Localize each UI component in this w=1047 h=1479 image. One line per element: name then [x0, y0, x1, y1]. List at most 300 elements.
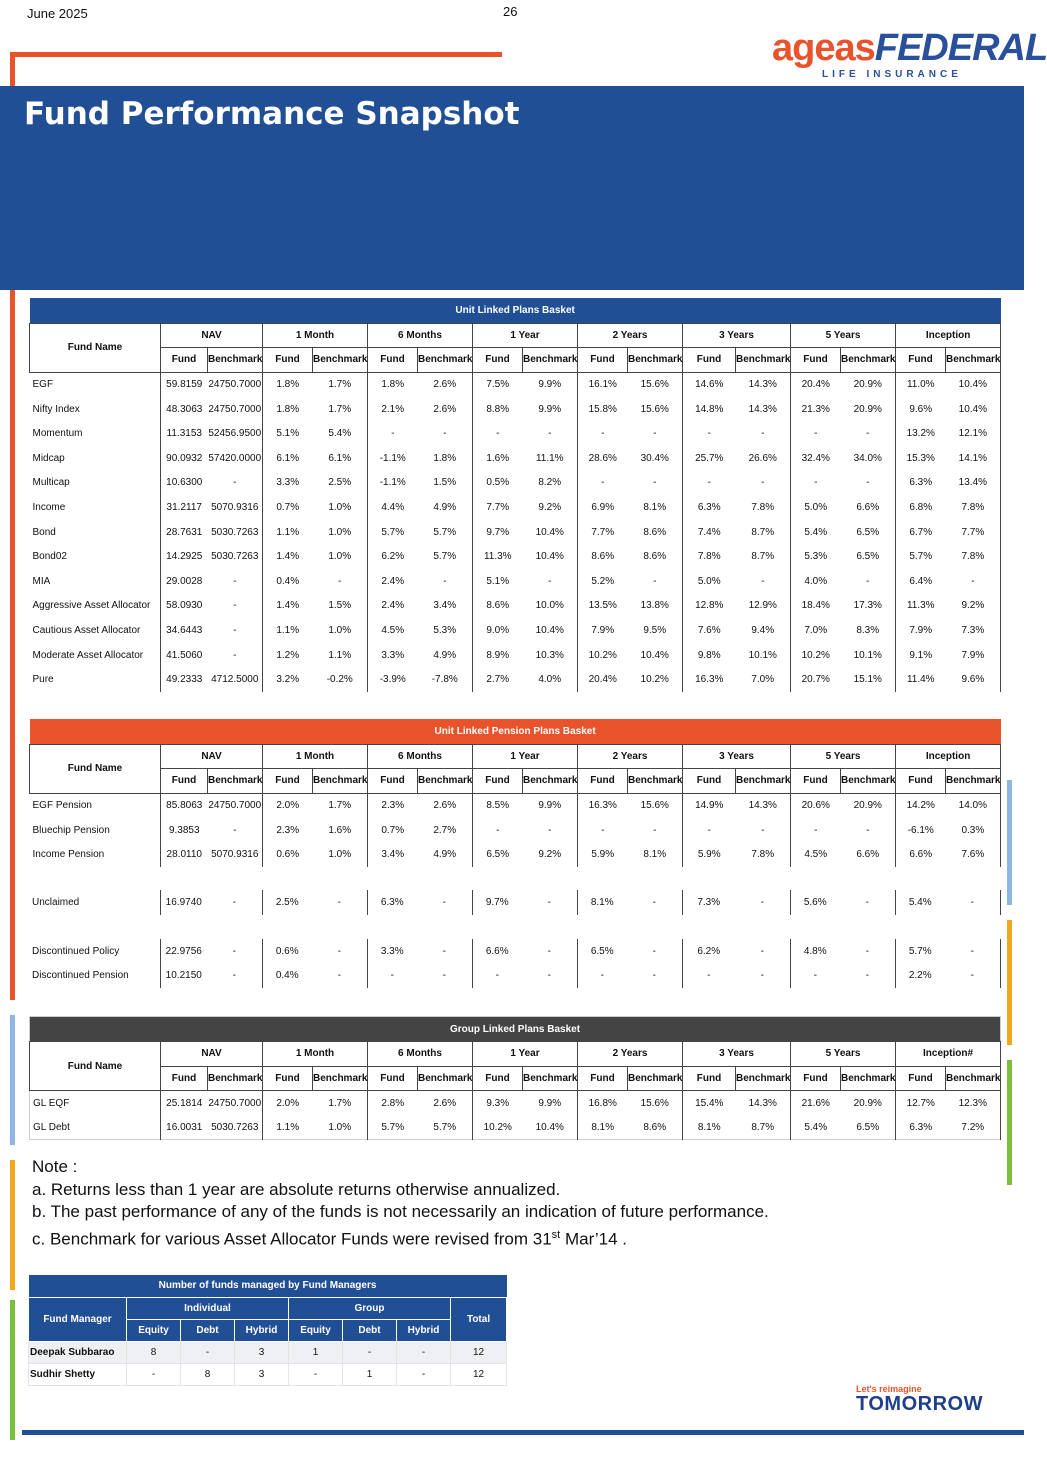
fm-subheader: Debt — [181, 1319, 235, 1341]
fund-name-cell: Momentum — [30, 421, 161, 446]
value-cell: 14.3% — [736, 397, 791, 422]
value-cell: - — [522, 890, 577, 915]
value-cell: 1.8% — [276, 403, 300, 415]
value-cell: - — [736, 569, 791, 594]
value-cell: 58.0930 — [166, 600, 203, 612]
table-row — [29, 1341, 507, 1363]
manager-name-cell: Deepak Subbarao — [29, 1341, 127, 1363]
value-cell: 6.3% — [909, 1121, 933, 1133]
value-cell: 0.4% — [276, 575, 300, 587]
value-cell: 28.0110 — [166, 849, 202, 861]
value-cell: 5.0% — [697, 575, 721, 587]
value-cell: 11.0% — [906, 379, 935, 391]
table-row — [30, 618, 1001, 643]
value-cell: 10.4% — [523, 1115, 578, 1140]
count-cell: 12 — [451, 1341, 507, 1363]
value-cell: 24750.7000 — [208, 397, 263, 422]
fund-name-cell: Income Pension — [30, 842, 161, 867]
value-cell: 5.9% — [591, 849, 615, 861]
side-accent-bar — [1007, 1060, 1012, 1185]
logo-word-ageas: ageas — [772, 27, 875, 69]
fm-subheader: Equity — [289, 1319, 343, 1341]
value-cell: -0.2% — [313, 667, 368, 692]
value-cell: 12.9% — [736, 594, 791, 619]
value-cell: 20.4% — [588, 674, 617, 686]
table-row — [30, 818, 1001, 843]
value-cell: - — [627, 964, 682, 989]
value-cell: 41.5060 — [166, 649, 203, 661]
value-cell: - — [207, 964, 262, 989]
value-cell: 7.8% — [946, 544, 1001, 569]
value-cell: 7.8% — [736, 842, 791, 867]
report-date: June 2025 — [27, 6, 88, 21]
value-cell: 6.8% — [909, 501, 933, 513]
benchmark-subheader: Benchmark — [523, 348, 578, 373]
value-cell: 6.1% — [276, 452, 300, 464]
fund-name-cell: Midcap — [30, 446, 161, 471]
value-cell: 7.8% — [736, 495, 791, 520]
value-cell: 7.4% — [697, 526, 721, 538]
value-cell: 14.2925 — [166, 551, 203, 563]
value-cell: 2.6% — [418, 1091, 473, 1116]
period-header: 5 Years — [791, 744, 896, 769]
value-cell: 1.7% — [313, 793, 368, 818]
value-cell: 5030.7263 — [208, 1115, 263, 1140]
tagline-line2: TOMORROW — [856, 1393, 983, 1415]
fund-name-cell: Income — [30, 495, 161, 520]
value-cell: 5.1% — [276, 428, 300, 440]
value-cell: - — [814, 824, 818, 836]
value-cell: - — [814, 477, 818, 489]
value-cell: 7.6% — [697, 624, 721, 636]
value-cell: 34.6443 — [166, 624, 203, 636]
count-cell: 8 — [181, 1363, 235, 1385]
count-cell: - — [127, 1363, 181, 1385]
value-cell: - — [736, 471, 791, 496]
value-cell: - — [522, 939, 577, 964]
benchmark-subheader: Benchmark — [736, 348, 791, 373]
table-row — [30, 594, 1001, 619]
value-cell: 2.4% — [381, 575, 405, 587]
value-cell: 7.7% — [486, 501, 510, 513]
period-header: 1 Year — [473, 744, 578, 769]
benchmark-subheader: Benchmark — [418, 348, 473, 373]
fm-subheader: Hybrid — [235, 1319, 289, 1341]
value-cell: 1.0% — [313, 495, 368, 520]
value-cell: - — [841, 569, 896, 594]
value-cell: 9.6% — [909, 403, 933, 415]
value-cell: 10.4% — [523, 618, 578, 643]
benchmark-subheader: Benchmark — [841, 1066, 896, 1091]
value-cell: 2.3% — [381, 800, 405, 812]
value-cell: 5.9% — [697, 849, 721, 861]
value-cell: 10.3% — [523, 643, 578, 668]
value-cell: - — [628, 569, 683, 594]
value-cell: 10.4% — [523, 520, 578, 545]
value-cell: - — [707, 428, 711, 440]
value-cell: 24750.7000 — [208, 372, 263, 397]
period-header: 2 Years — [578, 744, 683, 769]
side-accent-bar — [10, 1015, 15, 1145]
table-row — [29, 890, 1000, 915]
value-cell: 6.1% — [313, 446, 368, 471]
value-cell: 1.7% — [313, 372, 368, 397]
value-cell: 13.2% — [906, 428, 935, 440]
table-row — [30, 793, 1001, 818]
value-cell: 6.3% — [380, 896, 404, 908]
value-cell: - — [945, 964, 1000, 989]
value-cell: - — [208, 818, 263, 843]
value-cell: - — [628, 471, 683, 496]
note-a: a. Returns less than 1 year are absolute returns otherwise annualized. — [32, 1179, 561, 1199]
value-cell: 0.6% — [276, 849, 300, 861]
benchmark-subheader: Benchmark — [628, 1066, 683, 1091]
value-cell: 7.0% — [736, 667, 791, 692]
logo-tagline: LIFE INSURANCE — [822, 69, 962, 80]
value-cell: 3.4% — [418, 594, 473, 619]
value-cell: 16.1% — [588, 379, 617, 391]
fund-subheader: Fund — [368, 1066, 418, 1091]
fund-subheader: Fund — [683, 348, 736, 373]
value-cell: 20.9% — [841, 372, 896, 397]
fm-subheader: Hybrid — [397, 1319, 451, 1341]
value-cell: 11.3% — [483, 551, 512, 563]
value-cell: - — [313, 569, 368, 594]
value-cell: 5.7% — [418, 1115, 473, 1140]
value-cell: 9.8% — [697, 649, 721, 661]
value-cell: -7.8% — [418, 667, 473, 692]
value-cell: 8.9% — [486, 649, 510, 661]
group-basket-table — [29, 1016, 1001, 1140]
value-cell: 9.3% — [486, 1097, 510, 1109]
value-cell: 2.6% — [418, 793, 473, 818]
value-cell: 10.4% — [946, 372, 1001, 397]
value-cell: 14.3% — [736, 793, 791, 818]
fund-subheader: Fund — [368, 769, 418, 794]
value-cell: 15.6% — [628, 1091, 683, 1116]
value-cell: 8.1% — [628, 495, 683, 520]
value-cell: 6.2% — [381, 551, 405, 563]
value-cell: 20.7% — [801, 674, 830, 686]
value-cell: - — [391, 428, 395, 440]
value-cell: - — [735, 890, 790, 915]
value-cell: 32.4% — [801, 452, 830, 464]
company-logo — [772, 27, 1047, 84]
value-cell: 1.1% — [276, 526, 300, 538]
value-cell: 21.6% — [801, 1097, 830, 1109]
value-cell: 5.4% — [804, 1121, 828, 1133]
value-cell: 6.2% — [697, 945, 721, 957]
value-cell: 10.1% — [736, 643, 791, 668]
value-cell: 7.3% — [946, 618, 1001, 643]
count-cell: - — [397, 1363, 451, 1385]
fund-name-cell: Cautious Asset Allocator — [30, 618, 161, 643]
value-cell: - — [207, 939, 262, 964]
value-cell: 8.1% — [697, 1121, 721, 1133]
value-cell: 14.6% — [695, 379, 724, 391]
value-cell: 2.7% — [486, 674, 510, 686]
value-cell: 20.6% — [801, 800, 830, 812]
value-cell: - — [208, 471, 263, 496]
value-cell: 7.8% — [697, 551, 721, 563]
value-cell: 2.6% — [418, 397, 473, 422]
value-cell: 6.4% — [909, 575, 933, 587]
value-cell: 8.1% — [628, 842, 683, 867]
value-cell: 10.2% — [801, 649, 830, 661]
value-cell: 3.2% — [276, 674, 300, 686]
value-cell: 7.6% — [946, 842, 1001, 867]
value-cell: 30.4% — [628, 446, 683, 471]
value-cell: 8.7% — [736, 544, 791, 569]
value-cell: -6.1% — [907, 824, 934, 836]
value-cell: 1.0% — [313, 1115, 368, 1140]
value-cell: 14.8% — [695, 403, 724, 415]
value-cell: 1.1% — [276, 1121, 300, 1133]
value-cell: 9.2% — [523, 495, 578, 520]
value-cell: 1.0% — [313, 544, 368, 569]
value-cell: 1.6% — [486, 452, 510, 464]
value-cell: - — [840, 890, 895, 915]
value-cell: 6.5% — [841, 544, 896, 569]
value-cell: 15.1% — [841, 667, 896, 692]
value-cell: 9.3853 — [168, 824, 200, 836]
value-cell: 13.4% — [946, 471, 1001, 496]
table-row — [30, 842, 1001, 867]
value-cell: 10.1% — [841, 643, 896, 668]
value-cell: 7.3% — [697, 896, 721, 908]
total-header: Total — [451, 1297, 507, 1341]
value-cell: 15.6% — [628, 793, 683, 818]
value-cell: 0.3% — [946, 818, 1001, 843]
value-cell: 10.4% — [946, 397, 1001, 422]
value-cell: 9.2% — [523, 842, 578, 867]
value-cell: 0.4% — [275, 970, 299, 982]
group-header: Group — [289, 1297, 451, 1319]
value-cell: 16.9740 — [165, 896, 202, 908]
benchmark-subheader: Benchmark — [523, 1066, 578, 1091]
side-accent-bar — [10, 1160, 15, 1290]
value-cell: 1.5% — [418, 471, 473, 496]
value-cell: 15.6% — [628, 397, 683, 422]
value-cell: 1.6% — [313, 818, 368, 843]
value-cell: 15.6% — [628, 372, 683, 397]
value-cell: 5.4% — [313, 421, 368, 446]
value-cell: 6.6% — [485, 945, 509, 957]
value-cell: 20.9% — [841, 397, 896, 422]
value-cell: 4.4% — [381, 501, 405, 513]
period-header: 5 Years — [791, 323, 896, 348]
value-cell: 1.0% — [313, 842, 368, 867]
count-cell: 1 — [289, 1341, 343, 1363]
period-header: 1 Month — [263, 1042, 368, 1067]
value-cell: 2.1% — [381, 403, 405, 415]
fund-name-cell: Multicap — [30, 471, 161, 496]
period-header: NAV — [161, 744, 263, 769]
value-cell: 5030.7263 — [208, 520, 263, 545]
tagline-line1: Let's reimagine — [856, 1384, 922, 1394]
table-row — [30, 471, 1001, 496]
period-header: 1 Year — [473, 323, 578, 348]
value-cell: - — [312, 939, 367, 964]
table-row — [30, 372, 1001, 397]
ulip-basket-table — [29, 298, 1001, 692]
period-header: 6 Months — [368, 744, 473, 769]
table-row — [30, 569, 1001, 594]
value-cell: 12.8% — [695, 600, 724, 612]
period-header: Inception# — [896, 1042, 1001, 1067]
value-cell: -3.9% — [379, 674, 406, 686]
value-cell: 5.7% — [381, 1121, 405, 1133]
value-cell: 8.3% — [841, 618, 896, 643]
value-cell: 2.6% — [418, 372, 473, 397]
title-banner — [0, 86, 1024, 290]
value-cell: - — [418, 421, 473, 446]
fund-subheader: Fund — [473, 1066, 523, 1091]
benchmark-subheader: Benchmark — [418, 769, 473, 794]
count-cell: - — [343, 1341, 397, 1363]
benchmark-subheader: Benchmark — [628, 769, 683, 794]
value-cell: 2.8% — [381, 1097, 405, 1109]
value-cell: 1.8% — [276, 379, 300, 391]
value-cell: 9.0% — [486, 624, 510, 636]
fund-subheader: Fund — [161, 1066, 208, 1091]
value-cell: 10.4% — [523, 544, 578, 569]
value-cell: 8.8% — [486, 403, 510, 415]
value-cell: 1.8% — [381, 379, 405, 391]
value-cell: 9.7% — [485, 896, 509, 908]
value-cell: 5.3% — [418, 618, 473, 643]
value-cell: - — [390, 970, 394, 982]
value-cell: 5.0% — [804, 501, 828, 513]
value-cell: 12.1% — [946, 421, 1001, 446]
value-cell: 5.7% — [418, 544, 473, 569]
value-cell: 4.8% — [803, 945, 827, 957]
value-cell: 9.2% — [946, 594, 1001, 619]
fund-subheader: Fund — [896, 348, 946, 373]
value-cell: 6.6% — [841, 495, 896, 520]
value-cell: - — [417, 890, 472, 915]
value-cell: 20.9% — [841, 1091, 896, 1116]
value-cell: 21.3% — [801, 403, 830, 415]
value-cell: 16.3% — [588, 800, 617, 812]
value-cell: 8.6% — [628, 544, 683, 569]
fund-subheader: Fund — [161, 348, 208, 373]
value-cell: 5.2% — [591, 575, 615, 587]
value-cell: 15.4% — [695, 1097, 724, 1109]
period-header: 1 Year — [473, 1042, 578, 1067]
value-cell: - — [736, 421, 791, 446]
fund-subheader: Fund — [263, 348, 313, 373]
value-cell: 9.7% — [486, 526, 510, 538]
value-cell: 8.2% — [523, 471, 578, 496]
note-b: b. The past performance of any of the funds is not necessarily an indication of future performance. — [32, 1202, 769, 1222]
value-cell: 24750.7000 — [208, 1091, 263, 1116]
count-cell: 8 — [127, 1341, 181, 1363]
logo-word-federal: FEDERAL — [874, 27, 1047, 69]
value-cell: 6.3% — [909, 477, 933, 489]
value-cell: 5070.9316 — [208, 495, 263, 520]
value-cell: 8.5% — [486, 800, 510, 812]
page-number: 26 — [503, 4, 518, 19]
value-cell: 7.5% — [486, 379, 510, 391]
value-cell: - — [208, 594, 263, 619]
benchmark-subheader: Benchmark — [946, 348, 1001, 373]
fund-subheader: Fund — [161, 769, 208, 794]
value-cell: - — [628, 421, 683, 446]
value-cell: - — [813, 970, 817, 982]
value-cell: 24750.7000 — [208, 793, 263, 818]
value-cell: 1.1% — [276, 624, 300, 636]
value-cell: 1.8% — [418, 446, 473, 471]
benchmark-subheader: Benchmark — [523, 769, 578, 794]
value-cell: 0.7% — [381, 824, 405, 836]
fund-subheader: Fund — [791, 348, 841, 373]
value-cell: 12.7% — [906, 1097, 935, 1109]
value-cell: 7.0% — [804, 624, 828, 636]
value-cell: 20.9% — [841, 793, 896, 818]
value-cell: - — [523, 569, 578, 594]
value-cell: 28.6% — [588, 452, 617, 464]
fund-subheader: Fund — [578, 348, 628, 373]
value-cell: 6.3% — [697, 501, 721, 513]
fund-subheader: Fund — [683, 769, 736, 794]
value-cell: 8.7% — [736, 1115, 791, 1140]
value-cell: - — [945, 939, 1000, 964]
value-cell: 17.3% — [841, 594, 896, 619]
value-cell: 6.9% — [591, 501, 615, 513]
fund-name-header: Fund Name — [30, 1042, 161, 1091]
table-row — [30, 1115, 1001, 1140]
value-cell: 8.6% — [628, 1115, 683, 1140]
value-cell: 10.2% — [588, 649, 617, 661]
fund-subheader: Fund — [473, 769, 523, 794]
value-cell: 4.5% — [804, 849, 828, 861]
value-cell: - — [841, 471, 896, 496]
fund-name-cell: Unclaimed — [29, 890, 160, 915]
value-cell: - — [601, 824, 605, 836]
value-cell: 0.6% — [275, 945, 299, 957]
value-cell: 7.8% — [946, 495, 1001, 520]
fund-name-cell: Discontinued Pension — [29, 964, 160, 989]
value-cell: 8.7% — [736, 520, 791, 545]
fund-name-cell: Pure — [30, 667, 161, 692]
table-row — [29, 1363, 507, 1385]
table-row — [30, 643, 1001, 668]
value-cell: 9.9% — [523, 793, 578, 818]
fund-managers-title: Number of funds managed by Fund Managers — [29, 1275, 507, 1297]
value-cell: 6.5% — [841, 1115, 896, 1140]
value-cell: - — [735, 939, 790, 964]
fund-name-cell: GL Debt — [30, 1115, 161, 1140]
benchmark-subheader: Benchmark — [418, 1066, 473, 1091]
value-cell: 6.5% — [590, 945, 614, 957]
period-header: 5 Years — [791, 1042, 896, 1067]
period-header: 3 Years — [683, 323, 791, 348]
fund-subheader: Fund — [578, 769, 628, 794]
value-cell: - — [418, 569, 473, 594]
value-cell: 1.5% — [313, 594, 368, 619]
value-cell: 8.1% — [591, 1121, 615, 1133]
value-cell: 4.0% — [804, 575, 828, 587]
fund-name-cell: MIA — [30, 569, 161, 594]
value-cell: 8.6% — [591, 551, 615, 563]
table-row — [30, 421, 1001, 446]
value-cell: 4.0% — [523, 667, 578, 692]
value-cell: 4.5% — [381, 624, 405, 636]
fund-name-cell: Aggressive Asset Allocator — [30, 594, 161, 619]
value-cell: 5.1% — [486, 575, 510, 587]
discontinued-table — [29, 939, 1001, 988]
